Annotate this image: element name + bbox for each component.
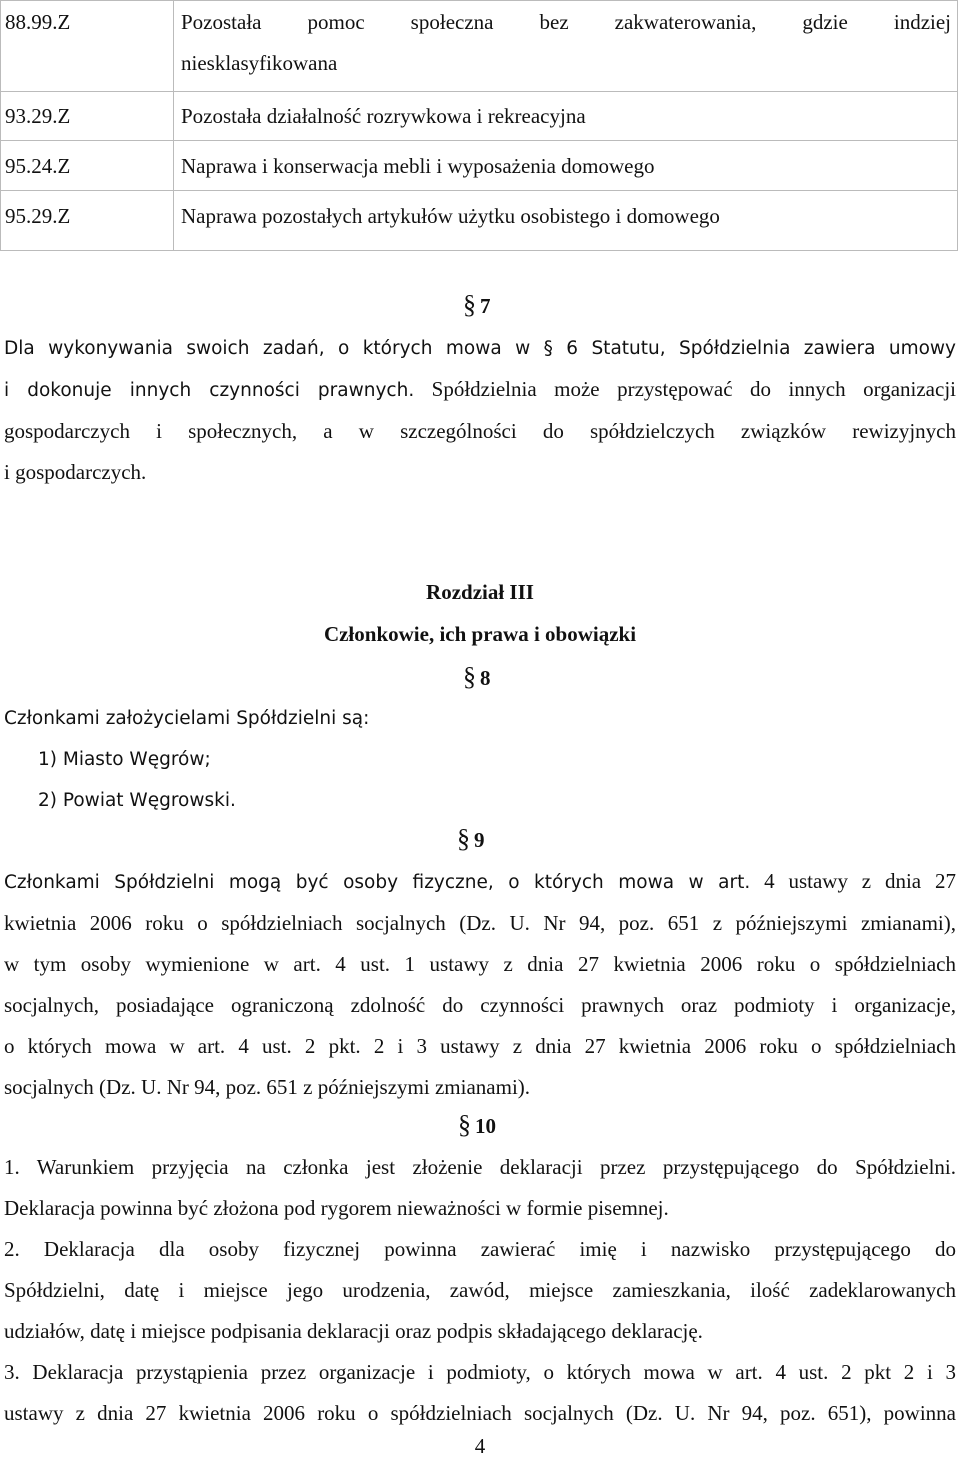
text-line: kwietnia 2006 roku o spółdzielniach socjalnych (Dz. U. Nr 94, poz. 651 z późniejszymi zmianami),	[4, 911, 956, 935]
pkd-description-line: niesklasyfikowana	[181, 51, 338, 75]
section-symbol: §	[457, 824, 470, 853]
text-line: udziałów, datę i miejsce podpisania deklaracji oraz podpis składającego deklarację.	[4, 1319, 703, 1343]
paragraph-9-text	[4, 861, 956, 1108]
section-symbol: §	[463, 662, 476, 691]
section-symbol: §	[463, 290, 476, 319]
list-item: 2) Powiat Węgrowski.	[38, 790, 236, 811]
table-row	[1, 191, 958, 251]
text-line: Spółdzielni, datę i miejsce jego urodzenia, zawód, miejsce zamieszkania, ilość zadeklarowanych	[4, 1278, 956, 1302]
paragraph-number: 7	[480, 294, 491, 318]
paragraph-number: 8	[480, 666, 491, 690]
text-line: Członkami założycielami Spółdzielni są:	[4, 708, 370, 729]
table-row	[1, 1, 958, 92]
text-line: 1. Warunkiem przyjęcia na członka jest złożenie deklaracji przez przystępującego do Spółdzielni.	[4, 1155, 956, 1179]
pkd-table	[0, 0, 958, 251]
paragraph-7-text	[4, 328, 956, 493]
chapter-title: Rozdział III	[426, 580, 534, 604]
section-symbol: §	[458, 1110, 471, 1139]
text-line	[4, 861, 956, 903]
pkd-code: 95.24.Z	[1, 141, 174, 191]
paragraph-heading-10	[458, 1110, 496, 1140]
pkd-description: Pozostała działalność rozrywkowa i rekreacyjna	[174, 92, 958, 141]
page-number: 4	[474, 1434, 486, 1458]
text-line: w tym osoby wymienione w art. 4 ust. 1 ustawy z dnia 27 kwietnia 2006 roku o spółdzielniach	[4, 952, 956, 976]
paragraph-heading-9	[457, 824, 485, 854]
text-line	[4, 369, 956, 411]
pkd-description: Naprawa i konserwacja mebli i wyposażenia domowego	[174, 141, 958, 191]
paragraph-number: 10	[475, 1114, 496, 1138]
paragraph-heading-8	[463, 662, 491, 692]
pkd-code: 88.99.Z	[1, 1, 174, 92]
paragraph-8-intro	[4, 698, 956, 739]
paragraph-10-text	[4, 1147, 956, 1434]
paragraph-heading-7	[463, 290, 491, 320]
pkd-description	[174, 1, 958, 92]
text-line: 2. Deklaracja dla osoby fizycznej powinna zawierać imię i nazwisko przystępującego do	[4, 1237, 956, 1261]
text-line: Deklaracja powinna być złożona pod rygorem nieważności w formie pisemnej.	[4, 1196, 669, 1220]
list-item: 1) Miasto Węgrów;	[38, 749, 211, 770]
text-line: socjalnych, posiadające ograniczoną zdolność do czynności prawnych oraz podmioty i organizacje,	[4, 993, 956, 1017]
text-line: Dla wykonywania swoich zadań, o których mowa w § 6 Statutu, Spółdzielnia zawiera umowy	[4, 338, 956, 359]
table-row	[1, 92, 958, 141]
text-line: 3. Deklaracja przystąpienia przez organizacje i podmioty, o których mowa w art. 4 ust. 2 pkt 2 i 3	[4, 1360, 956, 1384]
text-fragment: Członkami Spółdzielni mogą być osoby fizyczne, o których mowa w art.	[4, 872, 751, 893]
text-fragment: i dokonuje innych czynności prawnych.	[4, 380, 415, 401]
text-line: i gospodarczych.	[4, 460, 147, 484]
text-fragment: 4 ustawy z dnia 27	[750, 869, 956, 893]
table-row	[1, 141, 958, 191]
text-line: ustawy z dnia 27 kwietnia 2006 roku o spółdzielniach socjalnych (Dz. U. Nr 94, poz. 651), powinna	[4, 1401, 956, 1425]
pkd-code: 93.29.Z	[1, 92, 174, 141]
pkd-code: 95.29.Z	[1, 191, 174, 251]
pkd-description-line: Pozostała pomoc społeczna bez zakwaterowania, gdzie indziej	[181, 10, 951, 34]
pkd-description: Naprawa pozostałych artykułów użytku osobistego i domowego	[174, 191, 958, 251]
text-fragment: Spółdzielnia może przystępować do innych organizacji	[414, 377, 956, 401]
chapter-subtitle: Członkowie, ich prawa i obowiązki	[323, 622, 637, 646]
text-line: gospodarczych i społecznych, a w szczególności do spółdzielczych związków rewizyjnych	[4, 419, 956, 443]
text-line: o których mowa w art. 4 ust. 2 pkt. 2 i 3 ustawy z dnia 27 kwietnia 2006 roku o spółdzielniach	[4, 1034, 956, 1058]
paragraph-number: 9	[474, 828, 485, 852]
text-line: socjalnych (Dz. U. Nr 94, poz. 651 z późniejszymi zmianami).	[4, 1075, 531, 1099]
